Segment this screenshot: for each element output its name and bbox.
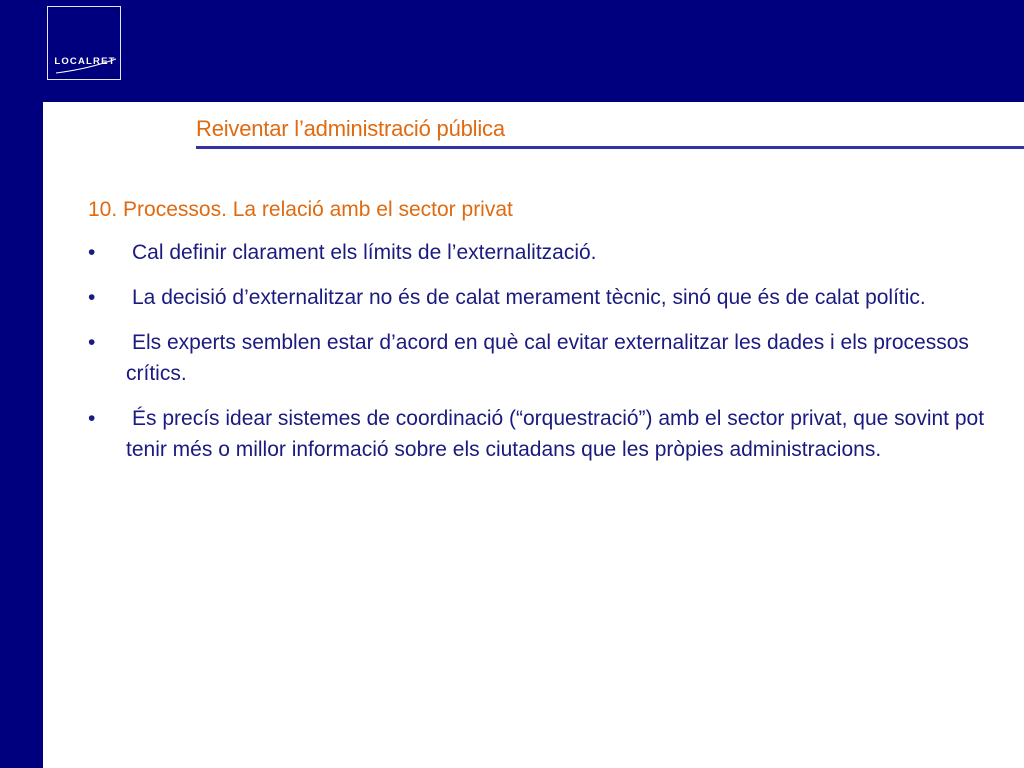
bullet-icon: • <box>88 331 96 354</box>
bullet-text: Els experts semblen estar d’acord en què cal evitar externalitzar les dades i els processos crítics. <box>126 331 969 385</box>
localret-logo <box>47 6 121 80</box>
slide-body <box>88 196 998 479</box>
slide-title: Reiventar l’administració pública <box>196 116 505 141</box>
bullet-item <box>88 282 998 313</box>
bullet-item <box>88 327 998 389</box>
bullet-icon: • <box>88 286 96 309</box>
header-band <box>0 0 1024 102</box>
bullet-text: La decisió d’externalitzar no és de calat merament tècnic, sinó que és de calat polític. <box>132 286 926 309</box>
bullet-icon: • <box>88 241 96 264</box>
logo-wordmark: LOCALRET <box>54 56 116 67</box>
title-underline <box>196 146 1024 149</box>
bullet-text: Cal definir clarament els límits de l’externalització. <box>132 241 597 264</box>
bullet-item <box>88 237 998 268</box>
section-heading: 10. Processos. La relació amb el sector privat <box>88 198 513 221</box>
bullet-icon: • <box>88 407 96 430</box>
bullet-text: És precís idear sistemes de coordinació (“orquestració”) amb el sector privat, que sovint pot tenir més o millor informació sobre els ciutadans que les pròpies administracions. <box>126 407 985 461</box>
side-band <box>0 0 43 768</box>
bullet-item <box>88 403 998 465</box>
bullet-list <box>88 237 998 465</box>
logo-mark <box>48 7 122 81</box>
